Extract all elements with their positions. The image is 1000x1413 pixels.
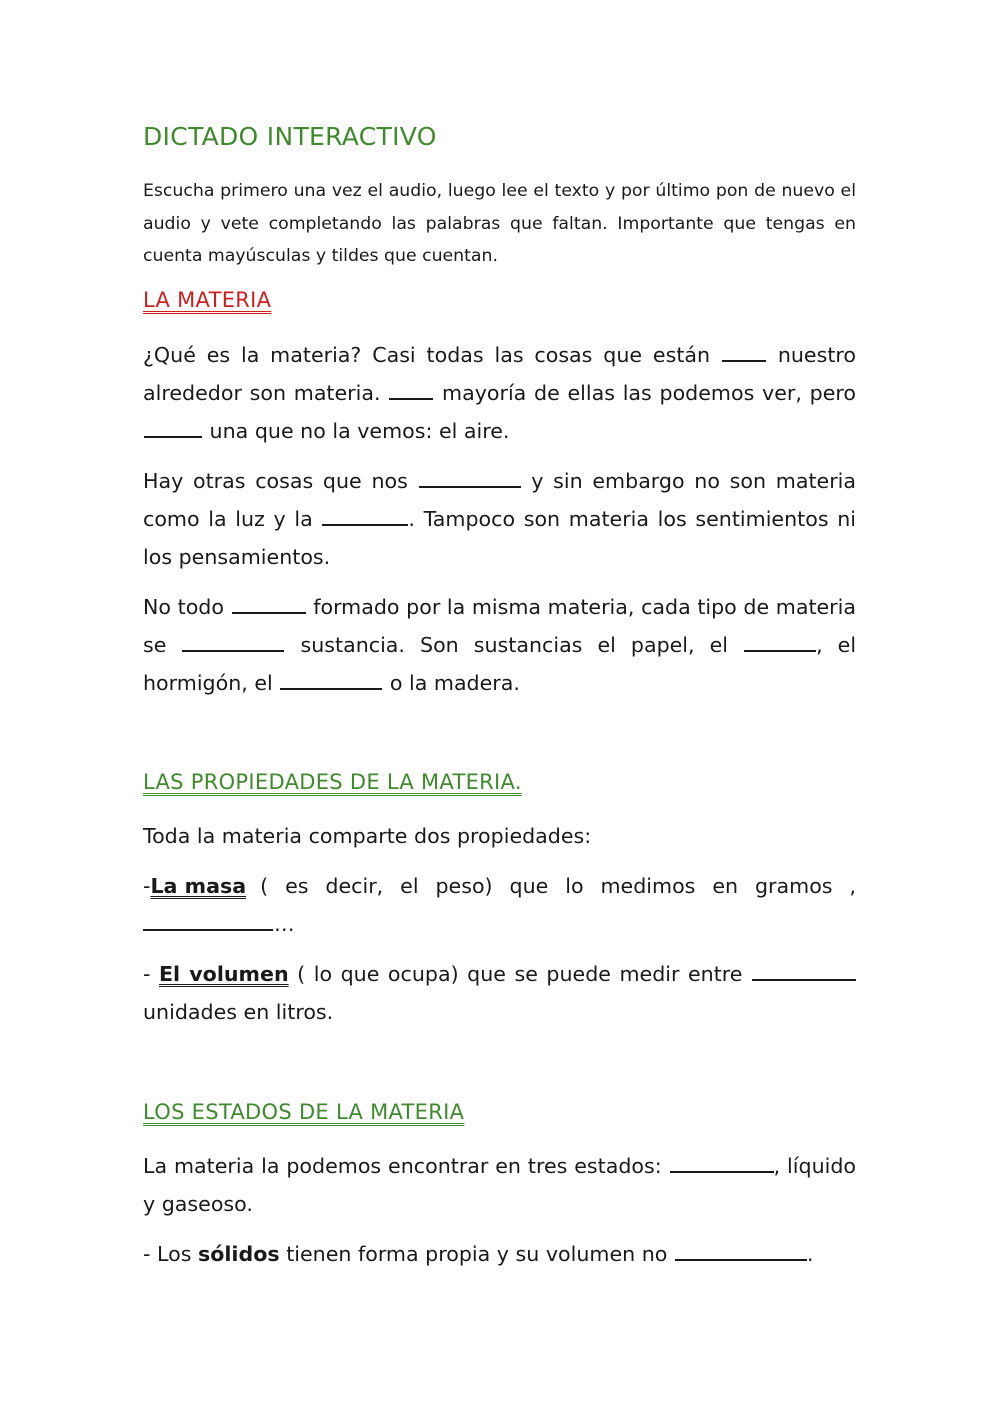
blank-field[interactable] (280, 671, 382, 691)
section-propiedades-body (143, 817, 856, 1031)
text-segment: una que no la vemos: el aire. (209, 419, 510, 443)
term-el-volumen: El volumen (158, 962, 289, 986)
blank-field[interactable] (744, 633, 816, 653)
blank-field[interactable] (752, 962, 856, 982)
text-segment: , el hormigón, el (143, 633, 857, 695)
blank-field[interactable] (389, 381, 433, 401)
blank-field[interactable] (182, 633, 284, 653)
paragraph-otras-cosas (143, 462, 856, 576)
dash: - (143, 962, 151, 986)
list-item-masa (143, 867, 856, 943)
instructions-paragraph: Escucha primero una vez el audio, luego lee el texto y por último pon de nuevo el audio y vete completando las palabras que faltan. Importante que tengas en cuenta mayúsculas y tildes que cuentan. (143, 181, 856, 266)
text-segment: La materia la podemos encontrar en tres estados: (143, 1154, 662, 1178)
section-heading-estados: LOS ESTADOS DE LA MATERIA (143, 1100, 465, 1124)
paragraph-que-es-materia (143, 336, 856, 450)
section-heading-propiedades: LAS PROPIEDADES DE LA MATERIA. (143, 770, 522, 794)
blank-field[interactable] (722, 343, 766, 363)
section-estados-body (143, 1147, 856, 1273)
text-segment: o la madera. (389, 671, 520, 695)
blank-field[interactable] (670, 1154, 774, 1174)
blank-field[interactable] (675, 1242, 807, 1262)
blank-field[interactable] (144, 419, 202, 439)
text-segment: ( es decir, el peso) que lo medimos en gramos , (260, 874, 856, 898)
section-la-materia-body (143, 336, 856, 702)
blank-field[interactable] (419, 469, 521, 489)
text-segment: . Tampoco son materia los sentimientos ni los pensamientos. (143, 507, 856, 569)
text-segment: - Los (143, 1242, 192, 1266)
text-segment: nuestro alrededor son materia. (143, 343, 857, 405)
masa-line (143, 867, 856, 905)
paragraph-tres-estados (143, 1147, 856, 1223)
text-segment: y sin embargo no son materia como la luz y la (143, 469, 856, 531)
page-title: DICTADO INTERACTIVO (143, 122, 437, 151)
list-item-volumen (143, 955, 856, 1031)
text-segment: mayoría de ellas las podemos ver, pero (442, 381, 856, 405)
section-heading-la-materia: LA MATERIA (143, 288, 272, 312)
text-segment: unidades en litros. (143, 1000, 334, 1024)
text-segment: ( lo que ocupa) que se puede medir entre (297, 962, 743, 986)
masa-line-2 (143, 905, 856, 943)
text-segment: Hay otras cosas que nos (143, 469, 408, 493)
term-la-masa: La masa (150, 874, 247, 898)
term-solidos: sólidos (197, 1242, 280, 1266)
text-segment: No todo (143, 595, 224, 619)
text-segment: sustancia. Son sustancias el papel, el (300, 633, 729, 657)
ellipsis: … (274, 912, 295, 936)
text-segment: ¿Qué es la materia? Casi todas las cosas que están (143, 343, 711, 367)
propiedades-intro: Toda la materia comparte dos propiedades: (143, 824, 592, 848)
text-segment: tienen forma propia y su volumen no (286, 1242, 668, 1266)
blank-field[interactable] (143, 912, 273, 932)
blank-field[interactable] (232, 595, 306, 615)
list-item-solidos (143, 1235, 856, 1273)
blank-field[interactable] (322, 507, 408, 527)
text-segment: formado por la misma materia, cada tipo de materia se (143, 595, 856, 657)
text-segment: , líquido y gaseoso. (143, 1154, 857, 1216)
text-segment: . (806, 1242, 814, 1266)
paragraph-no-todo (143, 588, 856, 702)
dash: - (143, 874, 151, 898)
